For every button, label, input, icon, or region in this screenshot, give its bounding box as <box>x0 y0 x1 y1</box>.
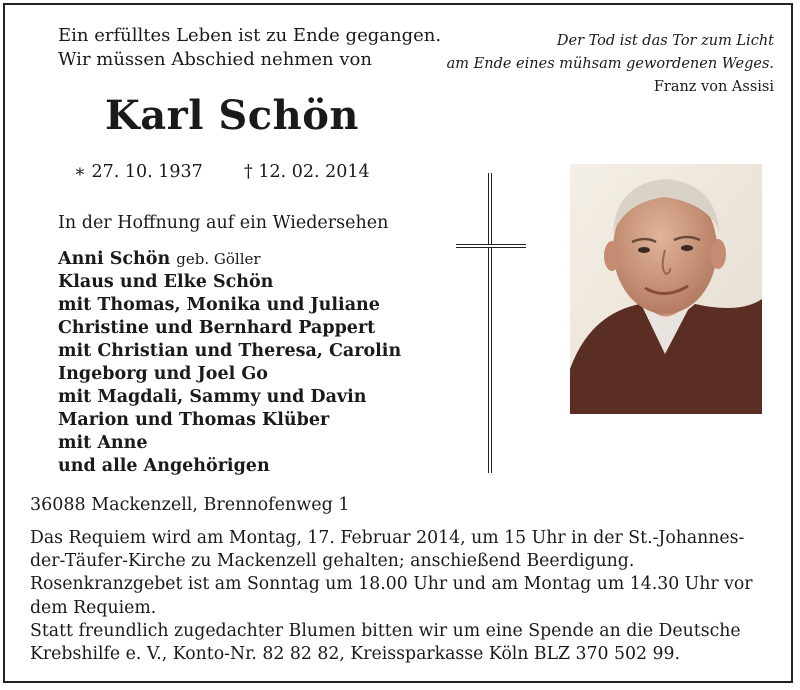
death-date: † 12. 02. 2014 <box>244 162 370 182</box>
mourner-first <box>58 248 401 271</box>
quote-line-1: Der Tod ist das Tor zum Licht <box>556 33 774 49</box>
service-notes <box>30 527 775 666</box>
mourner-line: mit Thomas, Monika und Juliane <box>58 295 380 315</box>
mourner-line: mit Magdali, Sammy und Davin <box>58 387 367 407</box>
address: 36088 Mackenzell, Brennofenweg 1 <box>30 495 350 515</box>
portrait-illustration <box>570 164 762 414</box>
hope-line: In der Hoffnung auf ein Wiedersehen <box>58 213 389 233</box>
rosary-note: Rosenkranzgebet ist am Sonntag um 18.00 Uhr und am Montag um 14.30 Uhr vor dem Requiem. <box>30 574 753 618</box>
quote-author: Franz von Assisi <box>653 79 774 95</box>
portrait-photo <box>570 164 762 414</box>
mourner-line: Klaus und Elke Schön <box>58 272 274 292</box>
mourner-line: mit Anne <box>58 433 148 453</box>
mourner-line: mit Christian und Theresa, Carolin <box>58 341 402 361</box>
mourner-line: Ingeborg und Joel Go <box>58 364 268 384</box>
intro-line-2: Wir müssen Abschied nehmen von <box>58 49 372 70</box>
cross-icon-vertical <box>488 173 492 473</box>
quote-block <box>447 30 774 99</box>
quote-line-2: am Ende eines mühsam gewordenen Weges. <box>446 56 774 72</box>
donation-note: Statt freundlich zugedachter Blumen bitten wir um eine Spende an die Deutsche Krebshilfe e. V., Konto-Nr. 82 82 82, Kreissparkasse Köln BLZ 370 502 99. <box>30 620 741 665</box>
intro-text <box>58 24 441 72</box>
mourner-first-name: Anni Schön <box>58 249 171 269</box>
mourner-line: und alle Angehörigen <box>58 456 270 476</box>
mourners-list <box>58 248 401 478</box>
cross-icon-horizontal <box>456 244 526 248</box>
intro-line-1: Ein erfülltes Leben ist zu Ende gegangen. <box>58 25 442 46</box>
mourner-line: Christine und Bernhard Pappert <box>58 318 376 338</box>
mourner-line: Marion und Thomas Klüber <box>58 410 330 430</box>
mourner-first-suffix: geb. Göller <box>176 250 261 268</box>
deceased-name: Karl Schön <box>105 92 359 139</box>
birth-date: ∗ 27. 10. 1937 <box>74 162 203 182</box>
requiem-note: Das Requiem wird am Montag, 17. Februar 2014, um 15 Uhr in der St.-Johannes-der-Täufer-Kirche zu Mackenzell gehalten; anschießend Beerdigung. <box>30 528 745 572</box>
